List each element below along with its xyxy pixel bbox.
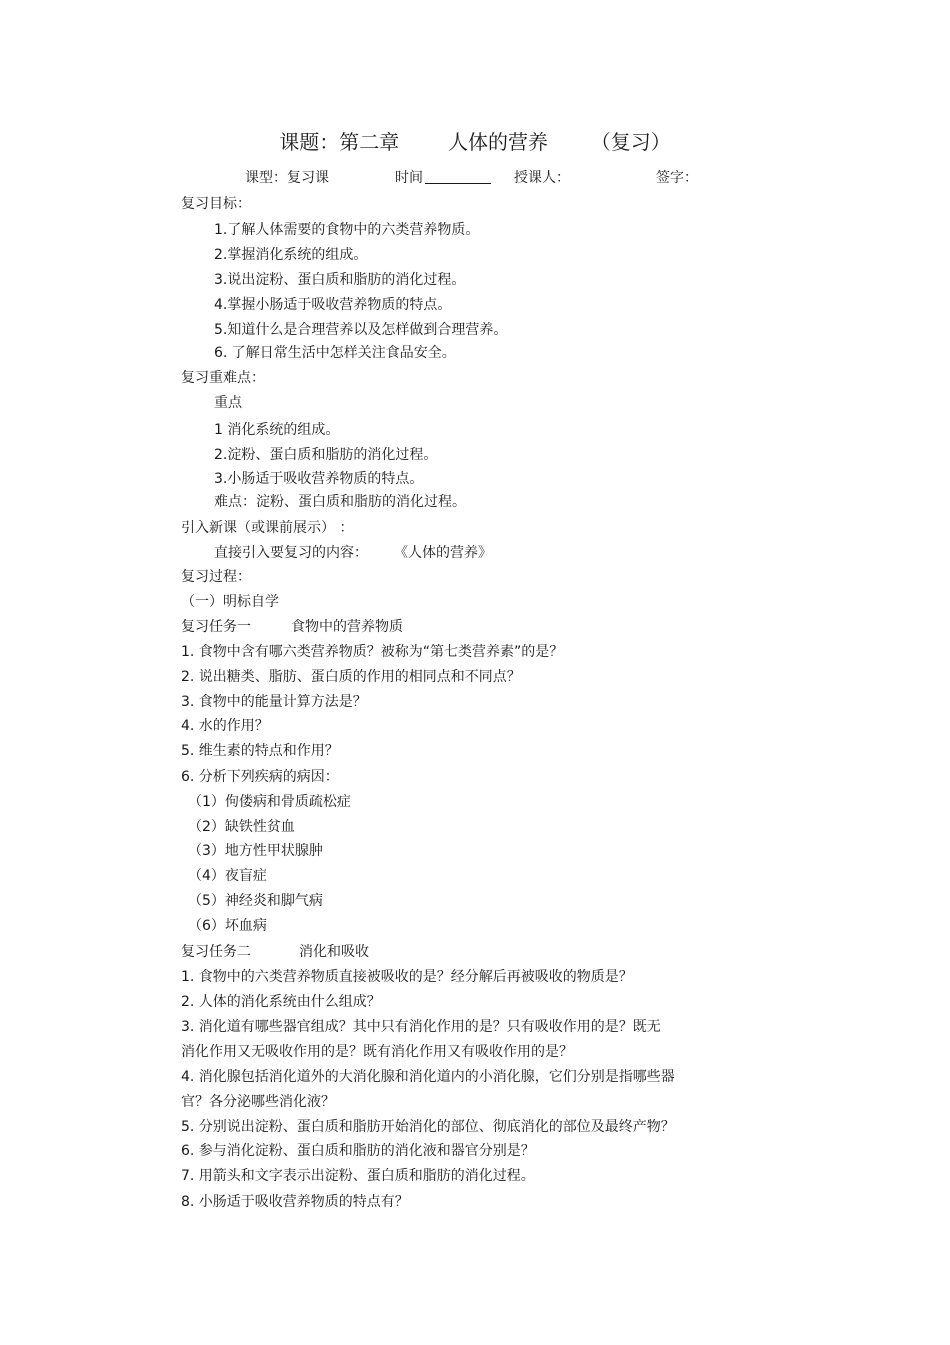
lesson-type: 课型：复习课 <box>245 170 329 186</box>
disease-item: （1）佝偻病和骨质疏松症 <box>188 794 351 810</box>
key-sub: 重点 <box>214 395 242 411</box>
task1-name: 食物中的营养物质 <box>291 619 403 635</box>
page-title <box>0 128 950 156</box>
question-item: 7. 用箭头和文字表示出淀粉、蛋白质和脂肪的消化过程。 <box>181 1168 535 1184</box>
lesson-time <box>395 168 491 188</box>
title-suffix: （复习） <box>590 130 671 154</box>
disease-item: （5）神经炎和脚气病 <box>188 893 323 909</box>
question-item: 5. 维生素的特点和作用？ <box>181 743 339 759</box>
question-item: 1. 食物中的六类营养物质直接被吸收的是？经分解后再被吸收的物质是？ <box>181 969 633 985</box>
intro-line-a: 直接引入要复习的内容： <box>214 545 368 561</box>
question-item: 1. 食物中含有哪六类营养物质？被称为“第七类营养素”的是？ <box>181 644 564 660</box>
disease-item: （6）坏血病 <box>188 918 267 934</box>
key-item: 1 消化系统的组成。 <box>214 422 340 438</box>
question-item-cont: 官？各分泌哪些消化液？ <box>181 1094 335 1110</box>
intro-line-b: 《人体的营养》 <box>394 545 492 561</box>
goal-item: 3.说出淀粉、蛋白质和脂肪的消化过程。 <box>214 272 466 288</box>
question-item: 2. 人体的消化系统由什么组成？ <box>181 994 381 1010</box>
question-item: 6. 参与消化淀粉、蛋白质和脂肪的消化液和器官分别是？ <box>181 1143 535 1159</box>
disease-item: （2）缺铁性贫血 <box>188 819 295 835</box>
question-item: 5. 分别说出淀粉、蛋白质和脂肪开始消化的部位、彻底消化的部位及最终产物？ <box>181 1119 675 1135</box>
title-topic: 人体的营养 <box>448 130 548 154</box>
question-item: 2. 说出糖类、脂肪、蛋白质的作用的相同点和不同点？ <box>181 669 521 685</box>
teacher-label: 授课人： <box>514 170 570 186</box>
sign-label: 签字： <box>656 170 698 186</box>
question-item: 4. 消化腺包括消化道外的大消化腺和消化道内的小消化腺，它们分别是指哪些器 <box>181 1069 675 1085</box>
task2-label: 复习任务二 <box>181 944 251 960</box>
question-item: 4. 水的作用？ <box>181 718 269 734</box>
key-item: 2.淀粉、蛋白质和脂肪的消化过程。 <box>214 447 438 463</box>
question-item: 3. 食物中的能量计算方法是？ <box>181 694 367 710</box>
intro-heading: 引入新课（或课前展示） ： <box>181 520 354 536</box>
question-item: 6. 分析下列疾病的病因： <box>181 769 339 785</box>
title-prefix: 课题：第二章 <box>279 130 400 154</box>
task1-label: 复习任务一 <box>181 619 251 635</box>
goals-heading: 复习目标： <box>181 196 251 212</box>
question-item: 8. 小肠适于吸收营养物质的特点有？ <box>181 1194 409 1210</box>
goal-item: 5.知道什么是合理营养以及怎样做到合理营养。 <box>214 322 508 338</box>
section-heading: （一）明标自学 <box>181 594 279 610</box>
time-label: 时间 <box>395 170 423 186</box>
goal-item: 1.了解人体需要的食物中的六类营养物质。 <box>214 222 480 238</box>
goal-item: 2.掌握消化系统的组成。 <box>214 247 368 263</box>
question-item: 3. 消化道有哪些器官组成？其中只有消化作用的是？只有吸收作用的是？既无 <box>181 1019 661 1035</box>
key-item: 3.小肠适于吸收营养物质的特点。 <box>214 471 424 487</box>
disease-item: （3）地方性甲状腺肿 <box>188 843 323 859</box>
goal-item: 6. 了解日常生活中怎样关注食品安全。 <box>214 345 456 361</box>
question-item-cont: 消化作用又无吸收作用的是？既有消化作用又有吸收作用的是？ <box>181 1044 573 1060</box>
task2-name: 消化和吸收 <box>299 944 369 960</box>
difficulty: 难点：淀粉、蛋白质和脂肪的消化过程。 <box>214 494 466 510</box>
key-heading: 复习重难点： <box>181 370 265 386</box>
process-heading: 复习过程： <box>181 569 251 585</box>
disease-item: （4）夜盲症 <box>188 868 267 884</box>
time-blank <box>425 169 491 184</box>
goal-item: 4.掌握小肠适于吸收营养物质的特点。 <box>214 297 452 313</box>
